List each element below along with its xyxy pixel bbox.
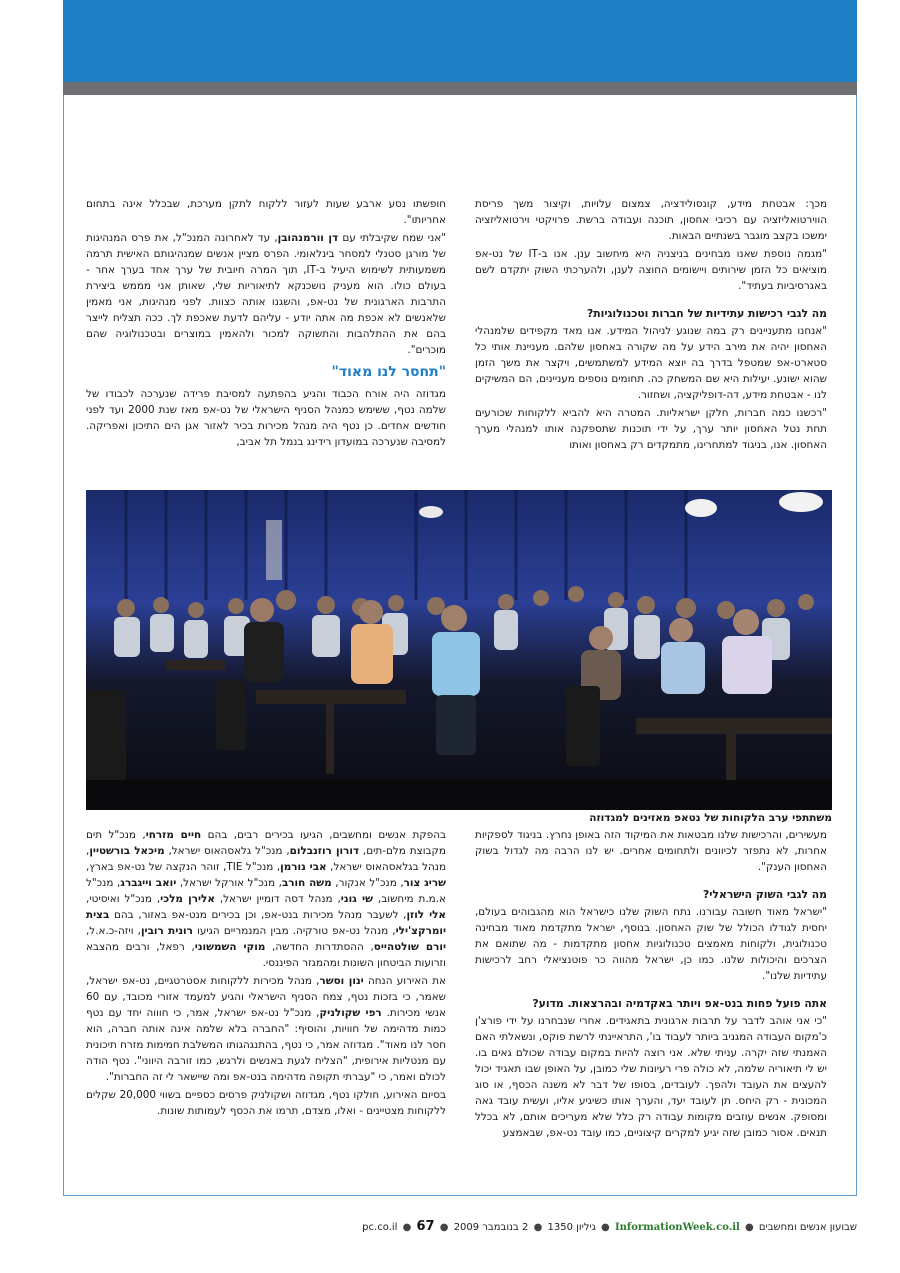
bullet-icon: ● bbox=[439, 1222, 449, 1233]
paragraph: "אנחנו מתעניינים רק במה שנוגע לניהול המידע. אנו מאד מקפידים שלמנהלי האחסון יהיה את מירב הידע על מה שקורה באחסון שלהם. מעניינת אותי כל סטארט-אפ שמטפל בדרך בה יוצא המידע למשתמשים, ויקצר את משך הזמן שהוא ישונע. יעילות היא שם המשחק כה. תחומים נוספים מעניינים, הם המשיקים לנו - אבטחת מידע, דה-דופליקציה, ושחזור. bbox=[475, 325, 827, 401]
article-column-bottom-left bbox=[86, 827, 446, 1175]
article-column-top-right bbox=[475, 196, 827, 499]
bullet-icon: ● bbox=[402, 1222, 412, 1233]
audience-photo-illustration bbox=[86, 490, 832, 810]
paragraph: "אני שמח שקיבלתי עם דן וורמנהובן, עד לאחרונה המנכ"ל, את פרס המנהיגות של מורגן סטנלי למסחר בינלאומי. הפרס מציין אנשים שמנהיגותם האישית תרמה משמעותית לשימוש היעיל ב-IT, תוך המרה חיובית של ערך אחד בערך אחר - בעולם כולו. הוא מעניק נושכנקא לתיאוריות שלי, שאותן אני מממש ביצירת התרבות הארגונית של נט-אפ, והשגנו אותה כצוות. לפני מנהיגות, אני מאמין שלאנשים לא אכפת מה אתה יודע - עליהם לדעת שאכפת לך. ככה תצליח לייצר בהם את ההתלהבות והתשוקה למכור ולהאמין במוצרים ובטכנולוגיה שהם מוכרים". bbox=[86, 232, 446, 356]
event-photo bbox=[86, 490, 832, 810]
person-name: בצית יומרקצ'ילי bbox=[86, 909, 446, 937]
paragraph: בסיום האירוע, חולקו נטף, מגדוזה ושקולניק פרסים כספיים בשווי 20,000 שקלים ללקוחות מצטיינים - ואלו, מצדם, תרמו את הכסף לעמותות שונות. bbox=[86, 1089, 446, 1117]
paragraph: חופשתו נסע ארבע שעות לעזור ללקוח לתקן מערכת, שבכלל אינה בתחום אחריותו". bbox=[86, 198, 446, 226]
paragraph: את האירוע הנחה ינון וסשר, מנהל מכירות ללקוחות אסטרטגיים, נט-אפ ישראל, שאמר, כי בזכות נטף, צמח הסניף הישראלי והגיע למעמד אזורי מכובד, עם 60 אנשי מכירות. רפי שקולניק, מנכ"ל נט-אפ ישראל, אמר, כי חוווה יחד עם נטף כמות מדהימה של חוויות, והוסיף: "החברה בלא שלמה אינה אותה חברה, הוא חסר לנו מאוד". מגדוזה אמר, כי נטף, בהתנגהגותו המשלבת חמימות מזרח תיכונית עם מנטליות אירופית, "הצליח לגעת באנשים ולרגש, כמו זורבה היווני". נטף הודה לכולם ואמר, כי "עברתי תקופה מדהימה בנט-אפ ומה שיישאר לי זה החברות". bbox=[86, 975, 446, 1083]
person-name: רונית רובין bbox=[140, 925, 193, 937]
footer-url[interactable]: pc.co.il bbox=[362, 1222, 398, 1233]
person-name: יורם שולטהייס bbox=[373, 941, 446, 953]
page-number: 67 bbox=[416, 1219, 435, 1234]
paragraph: מכך: אבטחת מידע, קונסולידציה, צמצום עלויות, וקיצור משך פריסת הווירטואליזציה עם רכיבי אחסון, תוכנה ועבודה ברשת. פרויקטי וירטואליזציה ימשכו בקצב מוגבר בשנתיים הבאות. bbox=[475, 198, 827, 242]
paragraph: מעשירים, והרכישות שלנו מבטאות את המיקוד הזה באופן נחרץ. בניגוד לספקיות אחרות, לא נתפזר לכיוונים ולתחומים אחרים. יש לנו הרבה מה לגדול בשוק האחסון הענק". bbox=[475, 829, 827, 873]
interview-question: אתה פועל פחות בנט-אפ ויותר באקדמיה ובהרצאות. מדוע? bbox=[532, 997, 827, 1010]
interview-question: מה לגבי השוק הישראלי? bbox=[702, 888, 827, 901]
section-subheading: "תחסר לנו מאוד" bbox=[331, 364, 446, 380]
person-name: משה חורב bbox=[281, 877, 332, 889]
page-footer bbox=[63, 1216, 857, 1238]
paragraph: "כי אני אוהב לדבר על תרבות ארגונית בתאגידים. אחרי שנבחרנו על ידי פורצ'ן כ'מקום העבודה המגניב ביותר לעבוד בו', התראיינתי לרשת פוקס, ונשאלתי האם האמנתי שזה יקרה. עניתי שלא. אני רוצה להיות במקום עבודה שכולם גאים בו. יש לי תיאוריה שלמה, לא כולה פרי רעיונות שלי כמובן, על האופן שבו תאגיד יכול להעצים את העובד ולהפך. לעובדים, בסופו של דבר לא משנה הכסף, או סוג המכונית - רק היחס. תן לעובד יעד, והערך אותו כשיגיע אליו, ועשית עובד גאה ומסופק. אנשים עוזבים מקומות עבודה רק כלל שלא מעריכים אותם, לא בכלל תנאים. אסור כמובן שזה יגיע למקרים קיצוניים, כמו עובד נט-אפ, שבאמצע bbox=[475, 1015, 827, 1139]
person-name: דן וורמנהובן bbox=[277, 232, 339, 244]
paragraph: בהפקת אנשים ומחשבים, הגיעו בכירים רבים, בהם חיים מזרחי, מנכ"ל תים מקבוצת מלם-תים, דורון רוזנבלום, מנכ"ל גלאסהאוס ישראל, מיכאל בורשטיין, מנהל בגלאסהאוס ישראל, אבי נורמן, מנכ"ל TIE, זוהר הנקצה של נט-אפ בארץ, שריג צור, מנכ"ל אנקור, משה חורב, מנכ"ל אורקל ישראל, יואב וייגברג, מנכ"ל א.מ.ת מיחשוב, שי גוני, מנהל דסה דומיין ישראל, אלירן מלכי, מנכ"ל ואיסיטי, אלי לוזן, לשעבר מנהל מכירות בנט-אפ, וכן בכירים מנט-אפ באזור, בהם בצית יומרקצ'ילי, מנהל נט-אפ טורקיה. מבין המנמריים הגיעו רונית רובין, ויזה-כ.א.ל, יורם שולטהייס, ההסתדרות החדשה, מוקי השמשוני, רפאל, ורבים מהצבא וזרועות הביטחון השונות ומהמגזר הפיננסי. bbox=[86, 829, 446, 969]
header-color-band bbox=[63, 0, 857, 82]
paragraph: מגדוזה היה אורח הכבוד והגיע בהפתעה למסיבת פרידה שנערכה לכבודו של שלמה נטף, ששימש כמנהל הסניף הישראלי של נט-אפ מאז שנת 2000 ועד לפני חודשים אחדים. כן נטף היה מנהל מכירות בכיר לאזור אגן הים התיכון ואפריקה. למסיבה שנערכה במועדון רידינג בנמל תל אביב, bbox=[86, 388, 446, 448]
photo-caption: משתתפי ערב הלקוחות של נטאפ מאזינים למגדוזה bbox=[589, 812, 832, 824]
person-name: שריג צור bbox=[403, 877, 446, 889]
footer-site[interactable]: InformationWeek.co.il bbox=[614, 1222, 740, 1233]
bullet-icon: ● bbox=[533, 1222, 543, 1233]
article-column-bottom-right bbox=[475, 827, 827, 1175]
interview-question: מה לגבי רכישות עתידיות של חברות וטכנולוגיות? bbox=[587, 307, 827, 320]
bullet-icon: ● bbox=[744, 1222, 754, 1233]
paragraph: "מגמה נוספת שאנו מבחינים בניצניה היא מיחשוב ענן. אנו ב-IT של נט-אפ מוציאים כל הזמן שירותים ויישומים החוצה לענן, ולהערכתי השוק יתקדם לשם באגרסיביות בעתיד". bbox=[475, 248, 827, 292]
footer-weekly: שבועון אנשים ומחשבים bbox=[758, 1222, 857, 1233]
person-name: יואב וייגברג bbox=[120, 877, 177, 889]
bullet-icon: ● bbox=[601, 1222, 610, 1233]
person-name: אלי לוזן bbox=[406, 909, 446, 921]
person-name: אבי נורמן bbox=[280, 861, 327, 873]
person-name: מוקי השמשוני bbox=[194, 941, 266, 953]
person-name: שי גוני bbox=[340, 893, 373, 905]
header-grey-strip bbox=[63, 82, 857, 95]
person-name: רפי שקולניק bbox=[319, 1007, 382, 1019]
person-name: אלירן מלכי bbox=[160, 893, 215, 905]
footer-issue: גיליון 1350 bbox=[547, 1222, 596, 1233]
person-name: חיים מזרחי bbox=[145, 829, 202, 841]
person-name: דורון רוזנבלום bbox=[289, 845, 360, 857]
paragraph: "ישראל מאוד חשובה עבורנו. נתח השוק שלנו כישראל הוא מהגבוהים בעולם, יחסית לגודלו הכולל של שוק האחסון. בנוסף, ישראל מתקדמת מאוד מבחינה טכנולוגית, ולקוחות מאמצים טכנולוגיות אחסון מתקדמות - מה שתואם את הצרכים והיכולות שלנו. כמו כן, ישראל מהווה כר פוטנציאלי רחב לרכישות עתידיות שלנו". bbox=[475, 906, 827, 982]
article-column-top-left bbox=[86, 196, 446, 486]
person-name: ינון וסשר bbox=[319, 975, 364, 987]
person-name: מיכאל בורשטיין bbox=[89, 845, 165, 857]
footer-date: 2 בנובמבר 2009 bbox=[453, 1222, 529, 1233]
paragraph: "רכשנו כמה חברות, חלקן ישראליות. המטרה היא להביא ללקוחות שכורעים תחת נטל האחסון יותר ערך, על ידי תוכנות שתספקנה אותו למנהלי מערך האחסון. אנו, בניגוד למתחרינו, מתמקדים רק באחסון ואותו bbox=[475, 407, 827, 451]
